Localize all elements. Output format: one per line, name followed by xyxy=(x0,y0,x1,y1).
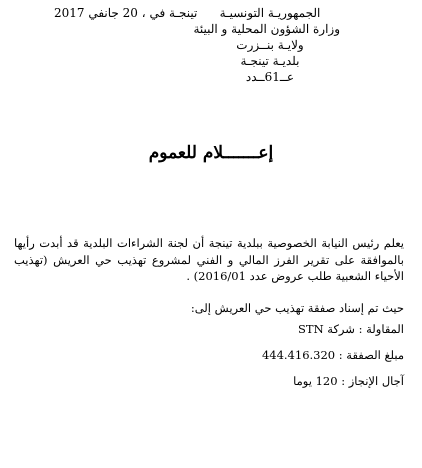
issuer-header xyxy=(193,5,340,85)
header-governorate: ولايـة بنــزرت xyxy=(236,38,304,52)
amount-line: مبلغ الصفقة : 444.416.320 xyxy=(261,348,404,362)
award-line: حيث تم إسناد صفقة تهذيب حي العريش إلى: xyxy=(190,301,404,315)
header-country: الجمهوريـة التونسيـة xyxy=(219,6,321,20)
contractor-line: المقاولة : شركة STN xyxy=(298,322,404,336)
announcement-paragraph: يعلم رئيس النيابة الخصوصية ببلدية تينجة أن لجنة الشراءات البلدية قد أبدت رأيها بالموافقة على تقرير الفرز المالي و الفني لمشروع تهذيب حي العريش (تهذيب الأحياء الشعبية طلب عروض عدد 2016/01) . xyxy=(14,236,404,283)
duration-line: آجال الإنجاز : 120 يوما xyxy=(293,374,404,388)
document-title: إعـــــــلام للعموم xyxy=(148,143,274,163)
header-municipality: بلديـة تينجـة xyxy=(240,54,300,68)
document-date: تينجـة في ، 20 جانفي 2017 xyxy=(54,6,198,20)
header-reference-number: عــ61ــدد xyxy=(245,70,295,84)
header-ministry: وزارة الشؤون المحلية و البيئة xyxy=(193,22,340,36)
